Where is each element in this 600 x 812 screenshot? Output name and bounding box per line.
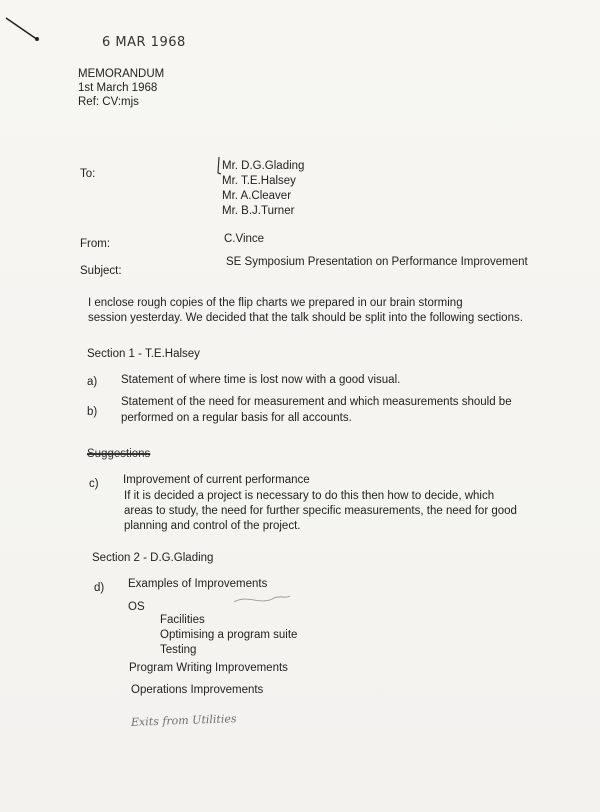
item-d-label: d): [94, 582, 105, 594]
os-item-1: Facilities: [160, 614, 205, 626]
subject-value: SE Symposium Presentation on Performance Improvement: [226, 256, 528, 268]
os-item-3: Testing: [160, 644, 197, 656]
item-c-text: Improvement of current performance: [123, 474, 310, 486]
pencil-swoosh-mark: [232, 590, 292, 610]
item-c-para-3: planning and control of the project.: [124, 520, 301, 532]
item-b-text-1: Statement of the need for measurement and which measurements should be: [121, 396, 512, 408]
intro-line-1: I enclose rough copies of the flip charts we prepared in our brain storming: [88, 297, 463, 309]
item-a-label: a): [87, 376, 98, 388]
item-b-text-2: performed on a regular basis for all accounts.: [121, 412, 352, 424]
struck-heading: Suggestions: [87, 448, 151, 460]
item-c-para-1: If it is decided a project is necessary to do this then how to decide, which: [124, 490, 495, 502]
program-writing-item: Program Writing Improvements: [129, 662, 288, 674]
recipient-4: Mr. B.J.Turner: [222, 205, 295, 217]
recipient-3: Mr. A.Cleaver: [222, 190, 292, 202]
bracket-mark-icon: [214, 156, 222, 176]
to-label: To:: [80, 168, 96, 180]
intro-line-2: session yesterday. We decided that the talk should be split into the following sections.: [88, 312, 523, 324]
subject-label: Subject:: [80, 265, 122, 277]
section-1-heading: Section 1 - T.E.Halsey: [87, 348, 200, 360]
recipient-1: Mr. D.G.Glading: [222, 160, 305, 172]
memo-ref: Ref: CV:mjs: [78, 96, 139, 108]
section-2-heading: Section 2 - D.G.Glading: [92, 552, 214, 564]
memo-title: MEMORANDUM: [78, 68, 165, 80]
item-b-label: b): [87, 406, 98, 418]
from-value: C.Vince: [224, 233, 265, 245]
from-label: From:: [80, 238, 111, 250]
recipient-2: Mr. T.E.Halsey: [222, 175, 296, 187]
item-c-label: c): [89, 478, 99, 490]
date-stamp: 6 MAR 1968: [102, 35, 186, 50]
item-d-text: Examples of Improvements: [128, 578, 268, 590]
item-c-para-2: areas to study, the need for further specific measurements, the need for good: [124, 505, 517, 517]
handwritten-note: Exits from Utilities: [130, 712, 237, 729]
os-label: OS: [128, 601, 145, 613]
staple-mark-icon: [0, 0, 60, 60]
item-a-text: Statement of where time is lost now with a good visual.: [121, 374, 401, 386]
os-item-2: Optimising a program suite: [160, 629, 298, 641]
operations-item: Operations Improvements: [131, 684, 264, 696]
memo-date: 1st March 1968: [78, 82, 158, 94]
